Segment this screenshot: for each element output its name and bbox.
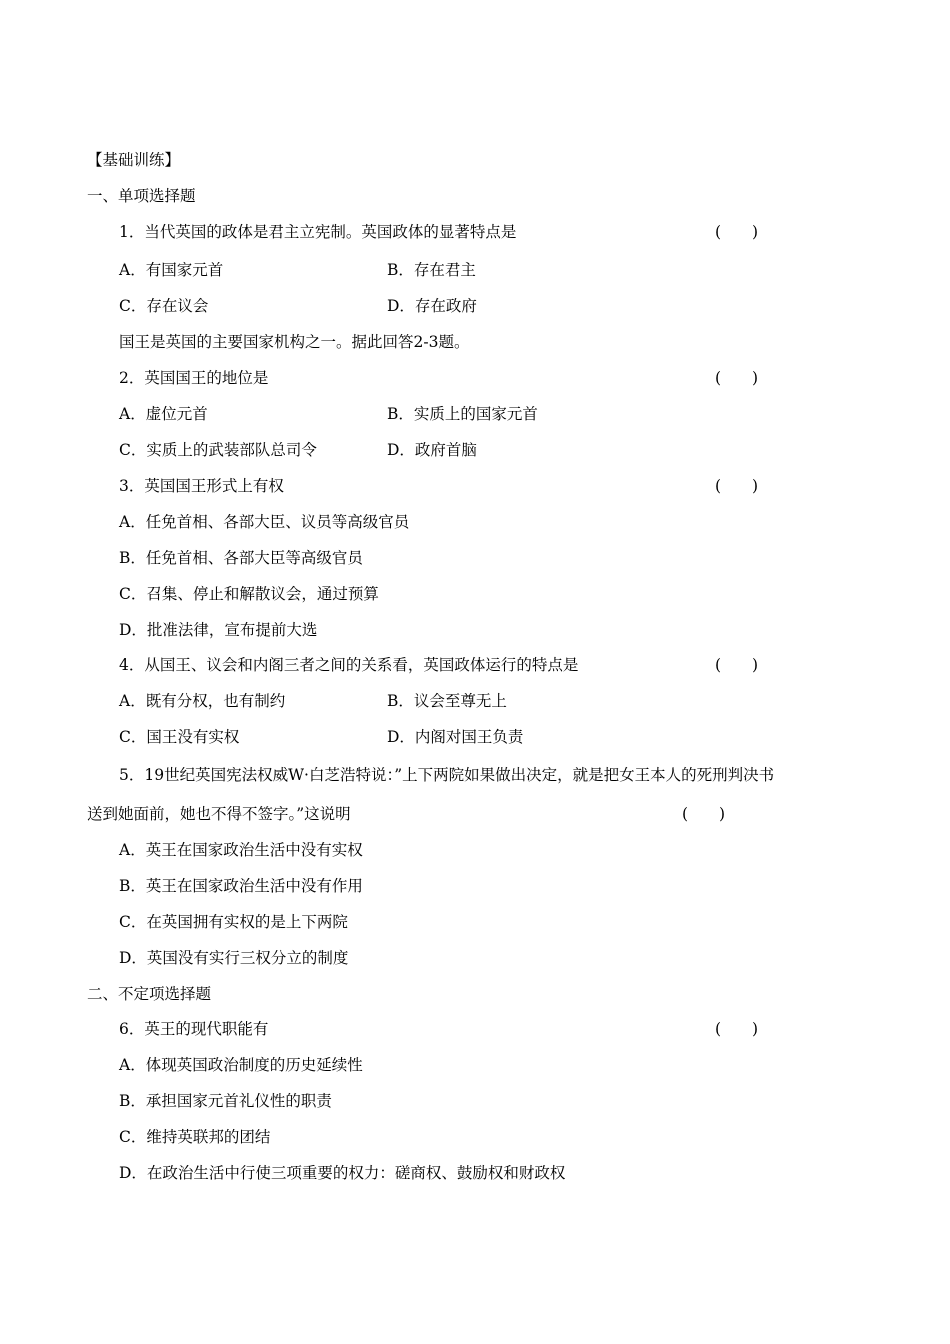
question-4-answer-blank: ( ) bbox=[715, 656, 759, 674]
question-2-option-b: B．实质上的国家元首 bbox=[387, 405, 538, 423]
question-5-option-b: B．英王在国家政治生活中没有作用 bbox=[119, 877, 363, 895]
question-6-option-d: D．在政治生活中行使三项重要的权力：磋商权、鼓励权和财政权 bbox=[119, 1164, 566, 1182]
question-1-option-d: D．存在政府 bbox=[387, 297, 477, 315]
question-4-stem: 4．从国王、议会和内阁三者之间的关系看，英国政体运行的特点是 bbox=[119, 656, 579, 674]
question-3-option-a: A．任免首相、各部大臣、议员等高级官员 bbox=[119, 513, 410, 531]
question-5-answer-blank: ( ) bbox=[682, 805, 726, 823]
question-4-option-c: C．国王没有实权 bbox=[119, 728, 240, 746]
question-3-option-c: C．召集、停止和解散议会，通过预算 bbox=[119, 585, 379, 603]
question-2-option-c: C．实质上的武装部队总司令 bbox=[119, 441, 317, 459]
question-6-option-c: C．维持英联邦的团结 bbox=[119, 1128, 271, 1146]
question-1-option-b: B．存在君主 bbox=[387, 261, 476, 279]
question-4-option-d: D．内阁对国王负责 bbox=[387, 728, 524, 746]
question-2-stem: 2．英国国王的地位是 bbox=[119, 369, 269, 387]
section-title-multiple-choice: 二、不定项选择题 bbox=[87, 985, 212, 1003]
question-2-option-a: A．虚位元首 bbox=[119, 405, 208, 423]
question-3-option-b: B．任免首相、各部大臣等高级官员 bbox=[119, 549, 363, 567]
question-5-option-a: A．英王在国家政治生活中没有实权 bbox=[119, 841, 363, 859]
question-1-option-a: A．有国家元首 bbox=[119, 261, 224, 279]
question-5-option-d: D．英国没有实行三权分立的制度 bbox=[119, 949, 349, 967]
question-5-stem-line-1: 5．19世纪英国宪法权威W·白芝浩特说：”上下两院如果做出决定，就是把女王本人的死刑判决书 bbox=[119, 766, 775, 784]
section-title-single-choice: 一、单项选择题 bbox=[87, 187, 196, 205]
question-5-stem-line-2: 送到她面前，她也不得不签字。”这说明 bbox=[87, 805, 351, 823]
question-4-option-b: B．议会至尊无上 bbox=[387, 692, 507, 710]
question-3-answer-blank: ( ) bbox=[715, 477, 759, 495]
question-4-option-a: A．既有分权，也有制约 bbox=[119, 692, 286, 710]
question-6-option-a: A．体现英国政治制度的历史延续性 bbox=[119, 1056, 363, 1074]
question-6-answer-blank: ( ) bbox=[715, 1020, 759, 1038]
question-1-option-c: C．存在议会 bbox=[119, 297, 209, 315]
question-1-stem: 1．当代英国的政体是君主立宪制。英国政体的显著特点是 bbox=[119, 223, 517, 241]
questions-2-3-intro: 国王是英国的主要国家机构之一。据此回答2-3题。 bbox=[119, 333, 470, 351]
question-1-answer-blank: ( ) bbox=[715, 223, 759, 241]
question-3-stem: 3．英国国王形式上有权 bbox=[119, 477, 284, 495]
question-6-option-b: B．承担国家元首礼仪性的职责 bbox=[119, 1092, 332, 1110]
question-5-option-c: C．在英国拥有实权的是上下两院 bbox=[119, 913, 348, 931]
question-3-option-d: D．批准法律，宣布提前大选 bbox=[119, 621, 318, 639]
question-2-option-d: D．政府首脑 bbox=[387, 441, 477, 459]
question-6-stem: 6．英王的现代职能有 bbox=[119, 1020, 269, 1038]
question-2-answer-blank: ( ) bbox=[715, 369, 759, 387]
section-header: 【基础训练】 bbox=[87, 151, 181, 169]
